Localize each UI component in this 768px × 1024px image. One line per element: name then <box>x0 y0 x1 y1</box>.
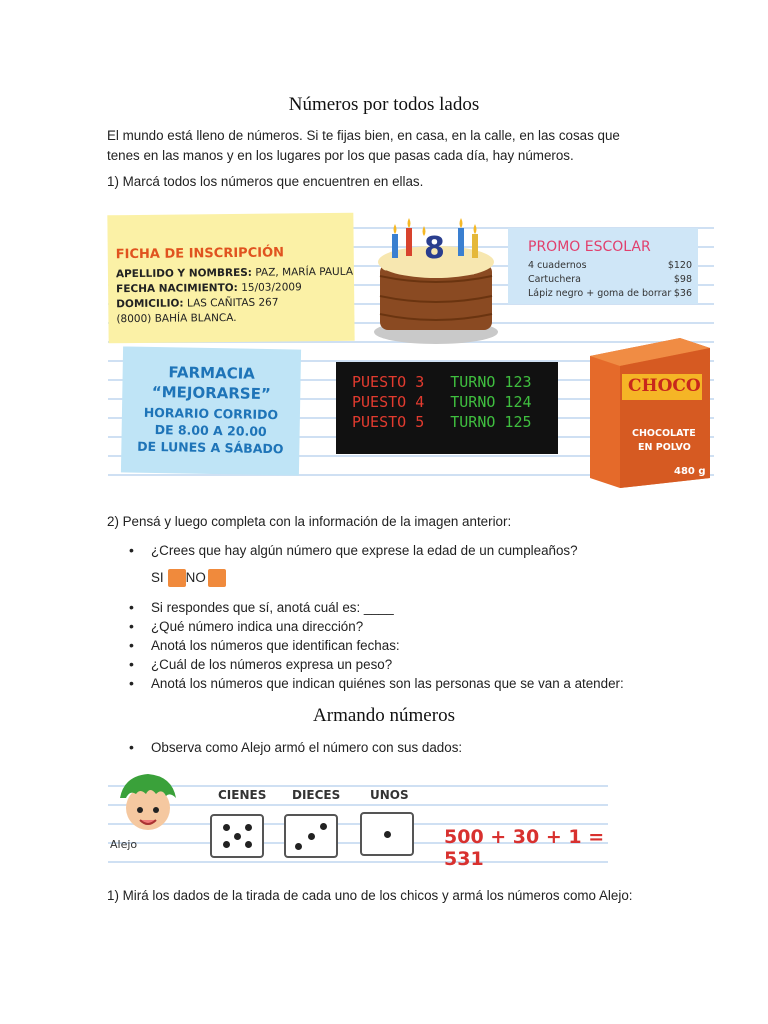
cake-number: 8 <box>424 231 445 266</box>
promo-title: PROMO ESCOLAR <box>528 239 651 255</box>
board-row <box>336 392 558 412</box>
question-1-list <box>107 541 727 560</box>
form-row-name <box>116 265 353 282</box>
promo-item-name: Lápiz negro + goma de borrar <box>528 288 672 299</box>
si-checkbox[interactable] <box>168 569 186 587</box>
dice-illustration <box>108 768 608 870</box>
pharmacy-sign <box>121 346 301 475</box>
pharmacy-line-1: FARMACIA <box>168 363 256 383</box>
alejo-name: Alejo <box>110 838 138 851</box>
promo-list <box>528 259 692 301</box>
choco-weight: 480 g <box>674 466 706 477</box>
question-item: • ¿Cuál de los números expresa un peso? <box>107 655 727 674</box>
promo-item <box>528 259 692 273</box>
form-label-address: DOMICILIO: <box>116 297 184 311</box>
form-label-name: APELLIDO Y NOMBRES: <box>115 266 253 281</box>
section-2-title: Armando números <box>313 705 455 726</box>
si-label: SI <box>151 570 164 585</box>
die-pip <box>245 824 252 831</box>
numbers-illustration <box>108 210 714 492</box>
birthday-cake-icon <box>366 210 506 348</box>
choco-line-2: EN POLVO <box>638 442 691 453</box>
turn-display-board <box>336 362 558 454</box>
dice-label-dieces: DIECES <box>292 788 341 802</box>
promo-item <box>528 287 692 301</box>
dice-label-cienes: CIENES <box>218 788 267 802</box>
die-cienes <box>210 814 264 858</box>
task-3: 1) Mirá los dados de la tirada de cada uno de los chicos y armá los números como Alejo: <box>107 888 633 903</box>
observe-item: • Observa como Alejo armó el número con sus dados: <box>107 738 727 757</box>
form-value-birth: 15/03/2009 <box>241 281 302 294</box>
form-row-address <box>116 296 278 313</box>
die-pip <box>245 841 252 848</box>
registration-form-card <box>107 213 354 344</box>
question-1: • ¿Crees que hay algún número que exprese la edad de un cumpleaños? <box>107 541 727 560</box>
die-pip <box>223 841 230 848</box>
promo-item-name: 4 cuadernos <box>528 260 587 271</box>
die-pip <box>308 833 315 840</box>
die-pip <box>234 833 241 840</box>
die-dieces <box>284 814 338 858</box>
choco-line-1: CHOCOLATE <box>632 428 696 439</box>
form-title: FICHA DE INSCRIPCIÓN <box>115 245 285 263</box>
board-puesto: PUESTO 5 <box>352 413 425 431</box>
promo-item-price: $36 <box>673 288 692 299</box>
dice-label-unos: UNOS <box>370 788 409 802</box>
no-label: NO <box>185 570 206 585</box>
board-turno: TURNO 124 <box>450 393 532 411</box>
board-row <box>336 372 558 392</box>
promo-item <box>528 273 692 287</box>
observe-list <box>107 738 727 757</box>
promo-item-price: $98 <box>673 274 692 285</box>
die-pip <box>223 824 230 831</box>
si-no-options <box>151 568 226 588</box>
die-pip <box>295 843 302 850</box>
question-item: • Anotá los números que indican quiénes son las personas que se van a atender: <box>107 674 727 693</box>
task-2: 2) Pensá y luego completa con la información de la imagen anterior: <box>107 514 512 529</box>
board-puesto: PUESTO 3 <box>352 373 425 391</box>
form-value-address: LAS CAÑITAS 267 <box>186 296 279 310</box>
board-turno: TURNO 125 <box>450 413 532 431</box>
intro-paragraph: El mundo está lleno de números. Si te fijas bien, en casa, en la calle, en las cosas que tenes en las manos y en los lugares por los que pasas cada día, hay números. <box>107 128 620 163</box>
questions-list <box>107 598 727 693</box>
form-value-name: PAZ, MARÍA PAULA <box>255 265 354 279</box>
pharmacy-line-5: DE LUNES A SÁBADO <box>137 438 284 457</box>
choco-brand: CHOCO <box>628 376 701 396</box>
question-item: • Anotá los números que identifican fechas: <box>107 636 727 655</box>
pharmacy-line-4: DE 8.00 A 20.00 <box>154 422 267 439</box>
dice-equation: 500 + 30 + 1 = 531 <box>444 826 605 870</box>
question-item: • ¿Qué número indica una dirección? <box>107 617 727 636</box>
die-pip <box>384 831 391 838</box>
question-item: • Si respondes que sí, anotá cuál es: ____ <box>107 598 727 617</box>
board-puesto: PUESTO 4 <box>352 393 425 411</box>
promo-item-name: Cartuchera <box>528 274 581 285</box>
promo-card <box>508 228 698 304</box>
board-turno: TURNO 123 <box>450 373 532 391</box>
board-row <box>336 412 558 432</box>
die-pip <box>320 823 327 830</box>
pharmacy-line-3: HORARIO CORRIDO <box>143 404 279 423</box>
alejo-avatar-icon <box>108 768 190 840</box>
no-checkbox[interactable] <box>208 569 226 587</box>
form-row-city: (8000) BAHÍA BLANCA. <box>116 311 237 326</box>
page-title: Números por todos lados <box>288 94 480 115</box>
die-unos <box>360 812 414 856</box>
promo-item-price: $120 <box>667 260 692 271</box>
task-1: 1) Marcá todos los números que encuentren en ellas. <box>107 174 424 189</box>
form-label-birth: FECHA NACIMIENTO: <box>116 281 238 296</box>
pharmacy-line-2: “MEJORARSE” <box>151 382 271 404</box>
